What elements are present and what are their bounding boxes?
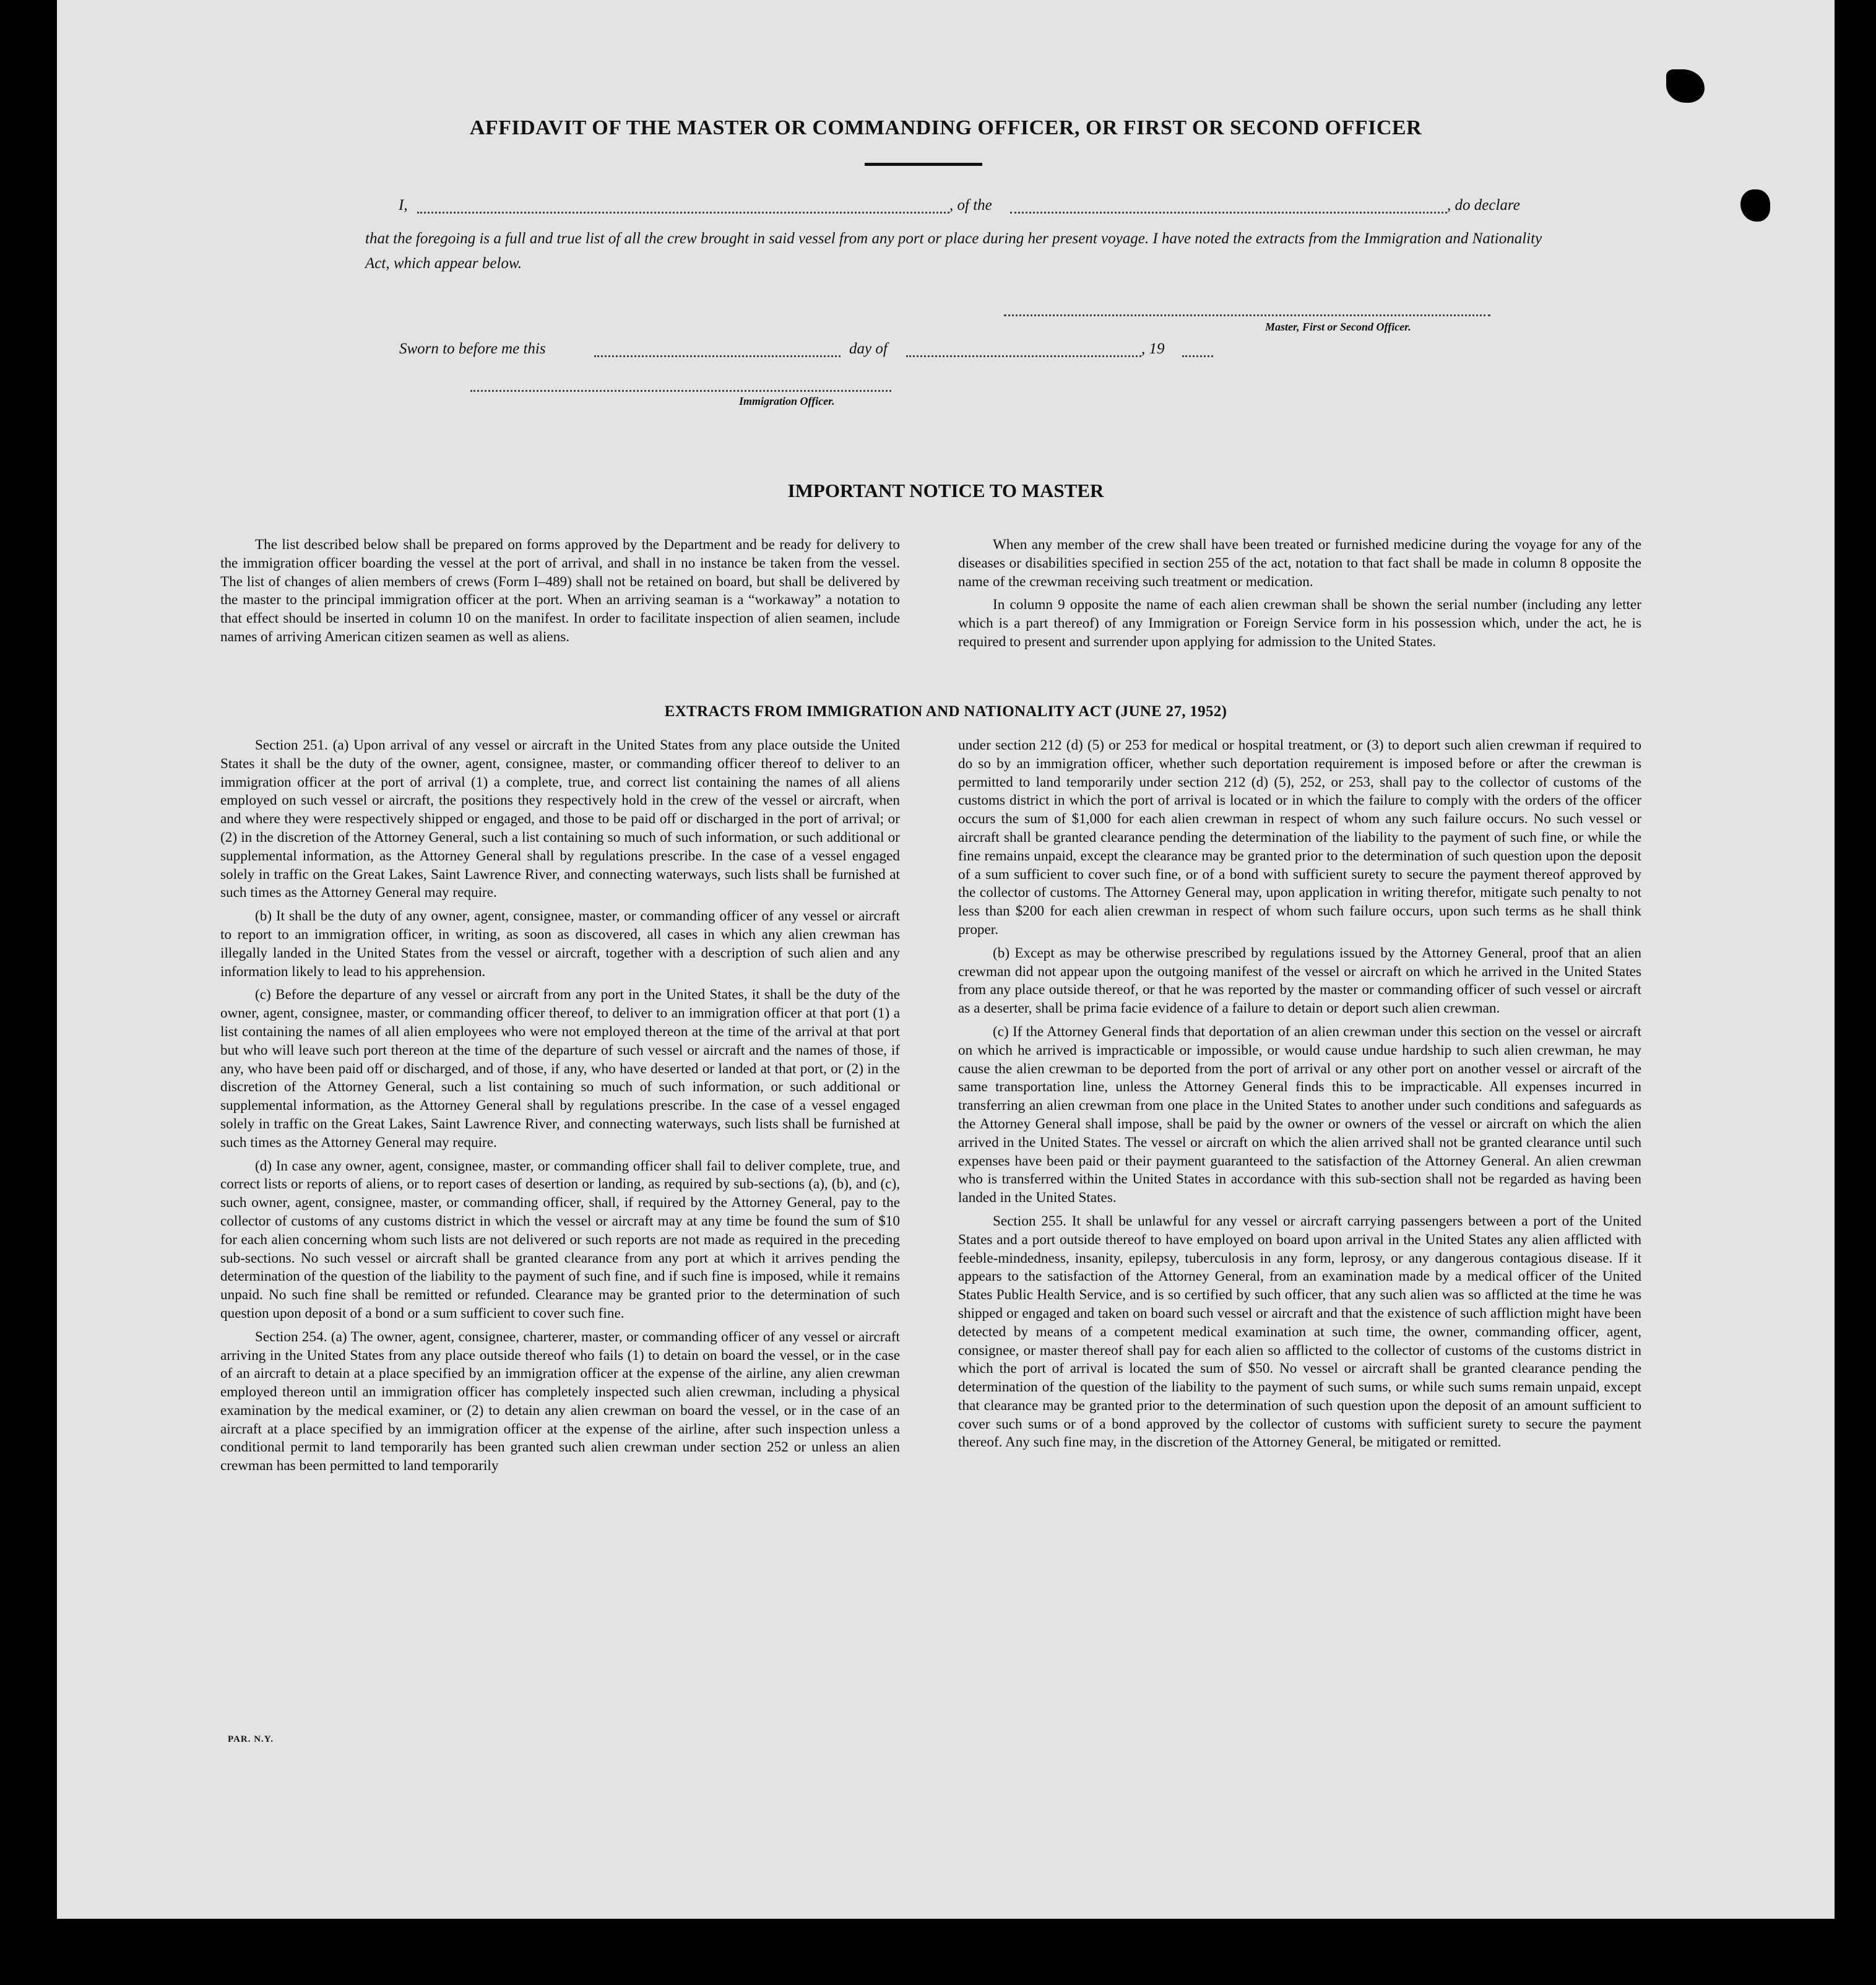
year-label: , 19 xyxy=(1141,340,1165,357)
officer-signature-label: Immigration Officer. xyxy=(739,395,835,407)
title-underline xyxy=(865,163,982,166)
declaration-of-the-label: , of the xyxy=(949,197,992,214)
section-251-d: (d) In case any owner, agent, consignee, master, or commanding officer shall fail to deliver complete, true, and correct lists or reports of aliens, or to report cases of desertion or landing, as required by sub-sections (a), (b), and (c), such owner, agent, consignee, master, or commanding officer, shall, if required by the Attorney General, pay to the collector of customs of any customs district in which the vessel or aircraft may at any time be found the sum of $10 for each alien concerning whom such lists are not delivered or such reports are not made as required in the preceding sub-sections. No such vessel or aircraft shall be granted clearance from any port at which it arrives pending the determination of the question of the liability to the payment of such fine, and if such fine is imposed, while it remains unpaid. No such fine shall be remitted or refunded. Clearance may be granted prior to the determination of such question upon deposit of a bond or a sum sufficient to cover such fine. xyxy=(220,1157,900,1321)
notice-right-paragraph: In column 9 opposite the name of each alien crewman shall be shown the serial number (including any letter which is a part thereof) of any Immigration or Foreign Service form in his possession which, under the act, he is required to present and surrender upon applying for admission to the United States. xyxy=(958,597,1641,650)
section-251-a: Section 251. (a) Upon arrival of any vessel or aircraft in the United States from any place outside the United States it shall be the duty of the owner, agent, consignee, master, or commanding officer thereof to deliver to an immigration officer at the port of arrival (1) a complete, true, and correct list containing the names of all aliens employed on such vessel or aircraft, the positions they respectively hold in the crew of the vessel or aircraft, when and where they were respectively shipped or engaged, and those to be paid off or discharged in the port of arrival; or (2) in the discretion of the Attorney General, such a list containing so much of such information, or such additional or supplemental information, as the Attorney General shall by regulations prescribe. In the case of a vessel engaged solely in traffic on the Great Lakes, Saint Lawrence River, and connecting waterways, such lists shall be furnished at such times as the Attorney General may require. xyxy=(220,737,900,901)
sworn-day-blank-line xyxy=(594,355,841,357)
section-251-c: (c) Before the departure of any vessel or aircraft from any port in the United States, it shall be the duty of the owner, agent, consignee, master, or commanding officer thereof, to deliver to an immigration officer at that port (1) a list containing the names of all alien employees who were not employed thereon at the time of the arrival at that port but who will leave such port thereon at the time of the departure of such vessel or aircraft and the names of those, if any, who have been paid off or discharged, and of those, if any, who have deserted or landed at that port, or (2) in the discretion of the Attorney General, such a list containing so much of such information, or such additional or supplemental information, as the Attorney General shall by regulations prescribe. In the case of a vessel engaged solely in traffic on the Great Lakes, Saint Lawrence River, and connecting waterways, such lists shall be furnished at such times as the Attorney General may require. xyxy=(220,987,900,1151)
declaration-text: that the foregoing is a full and true list of all the crew brought in said vessel from any port or place during her present voyage. I have noted the extracts from the Immigration and Nationality Act, which appear below. xyxy=(365,230,1542,272)
section-254-a-continued: under section 212 (d) (5) or 253 for medical or hospital treatment, or (3) to deport such alien crewman if required to do so by an immigration officer, whether such deportation requirement is imposed before or after the crewman is permitted to land temporarily under section 212 (d) (5), 252, or 253, shall pay to the collector of customs of the customs district in which the port of arrival is located or in which the failure to comply with the orders of the officer occurs the sum of $1,000 for each alien crewman in respect of whom any such failure occurs. No such vessel or aircraft shall be granted clearance pending the determination of the liability to the payment of such fine, or while the fine remains unpaid, except the clearance may be granted prior to the determination of such question upon the deposit of a sum sufficient to cover such fine, or of a bond with sufficient surety to secure the payment thereof approved by the collector of customs. The Attorney General may, upon application in writing therefor, mitigate such penalty to not less than $200 for each alien crewman in respect of whom such failure occurs, upon such terms as he shall think proper. xyxy=(958,737,1641,938)
extracts-left-column xyxy=(220,737,900,1481)
section-251-b: (b) It shall be the duty of any owner, agent, consignee, master, or commanding officer of any vessel or aircraft to report to an immigration officer, in writing, as soon as discovered, all cases in which any alien crewman has illegally landed in the United States from the vessel or aircraft, together with a description of such alien and any information likely to lead to his apprehension. xyxy=(220,908,900,980)
extracts-right-column xyxy=(958,737,1641,1457)
notice-left-paragraph: The list described below shall be prepared on forms approved by the Department and be ready for delivery to the immigration officer boarding the vessel at the port of arrival, and shall in no instance be taken from the vessel. The list of changes of alien members of crews (Form I–489) shall not be retained on board, but shall be delivered by the master to the principal immigration officer at the port. When an arriving seaman is a “workaway” a notation to that effect should be inserted in column 10 on the manifest. In order to facilitate inspection of alien seamen, include names of arriving American citizen seamen as well as aliens. xyxy=(220,537,900,645)
notice-right-paragraph: When any member of the crew shall have been treated or furnished medicine during the voyage for any of the diseases or disabilities specified in section 255 of the act, notation to that fact shall be made in column 8 opposite the name of the crewman receiving such treatment or medication. xyxy=(958,537,1641,590)
month-blank-line xyxy=(906,355,1141,357)
year-blank-line xyxy=(1182,355,1213,357)
sworn-label: Sworn to before me this xyxy=(399,340,546,357)
affidavit-title: AFFIDAVIT OF THE MASTER OR COMMANDING OFFICER, OR FIRST OR SECOND OFFICER xyxy=(469,116,1422,139)
printer-mark: PAR. N.Y. xyxy=(228,1734,274,1744)
declaration-i-label: I, xyxy=(399,197,408,214)
form-page xyxy=(57,0,1835,1919)
master-signature-label: Master, First or Second Officer. xyxy=(1265,321,1411,333)
punch-hole-mark xyxy=(1666,69,1705,103)
section-254-c: (c) If the Attorney General finds that deportation of an alien crewman under this section on the vessel or aircraft on which he arrived is impracticable or impossible, or would cause undue hardship to such alien crewman, he may cause the alien crewman to be deported from the port of arrival or any other port on another vessel or aircraft of the same transportation line, unless the Attorney General finds this to be impracticable. All expenses incurred in transferring an alien crewman from one place in the United States to another under such conditions and safeguards as the Attorney General shall impose, shall be paid by the owner or owners of the vessel or aircraft on which the alien arrived in the United States. The vessel or aircraft on which the alien arrived shall not be granted clearance until such expenses have been paid or their payment guaranteed to the satisfaction of the Attorney General. An alien crewman who is transferred within the United States in accordance with this sub-section shall not be regarded as having been landed in the United States. xyxy=(958,1023,1641,1206)
section-254-a: Section 254. (a) The owner, agent, consignee, charterer, master, or commanding officer of any vessel or aircraft arriving in the United States from any place outside thereof who fails (1) to detain on board the vessel, or in the case of an aircraft to detain at a place specified by an immigration officer at the expense of the airline, any alien crewman employed thereon until an immigration officer has completely inspected such alien crewman, including a physical examination by the medical examiner, or (2) to detain any alien crewman on board the vessel, or in the case of an aircraft at a place specified by an immigration officer at the expense of the airline, after such inspection unless a conditional permit to land temporarily has been granted such alien crewman under section 252 or unless an alien crewman has been permitted to land temporarily xyxy=(220,1328,900,1474)
vessel-blank-line xyxy=(1010,212,1447,214)
name-blank-line xyxy=(417,212,949,214)
master-signature-line xyxy=(1004,314,1490,316)
officer-signature-line xyxy=(470,390,891,392)
section-255: Section 255. It shall be unlawful for any vessel or aircraft carrying passengers between a port of the United States and a port outside thereof to have employed on board upon arrival in the United States any alien afflicted with feeble-mindedness, insanity, epilepsy, tuberculosis in any form, leprosy, or any dangerous contagious disease. If it appears to the satisfaction of the Attorney General, from an examination made by a medical officer of the United States Public Health Service, and is so certified by such officer, that any such alien was so afflicted at the time he was shipped or engaged and taken on board such vessel or aircraft and that the existence of such affliction might have been detected by means of a competent medical examination at such time, the owner, commanding officer, agent, consignee, or master thereof shall pay for each alien so afflicted to the collector of customs of the customs district in which the port of arrival is located the sum of $50. No vessel or aircraft shall be granted clearance pending the determination of the question of the liability to the payment of such sums, or while such sums remain unpaid, except that clearance may be granted prior to the determination of such question upon the deposit of an amount sufficient to cover such sums or of a bond approved by the collector of customs with sufficient surety to secure the payment thereof. Any such fine may, in the discretion of the Attorney General, be mitigated or remitted. xyxy=(958,1213,1641,1451)
extracts-title: EXTRACTS FROM IMMIGRATION AND NATIONALITY ACT (JUNE 27, 1952) xyxy=(664,703,1227,720)
day-of-label: day of xyxy=(849,340,888,357)
punch-hole-mark xyxy=(1740,189,1770,222)
notice-left-column xyxy=(220,536,900,652)
notice-right-column xyxy=(958,536,1641,657)
section-254-b: (b) Except as may be otherwise prescribed by regulations issued by the Attorney General, proof that an alien crewman did not appear upon the outgoing manifest of the vessel or aircraft on which he arrived in the United States from any place outside thereof, or that he was reported by the master or commanding officer of such vessel or aircraft as a deserter, shall be prima facie evidence of a failure to detain or deport such alien crewman. xyxy=(958,945,1641,1017)
notice-title: IMPORTANT NOTICE TO MASTER xyxy=(787,480,1104,501)
declaration-do-declare-label: , do declare xyxy=(1447,197,1520,214)
